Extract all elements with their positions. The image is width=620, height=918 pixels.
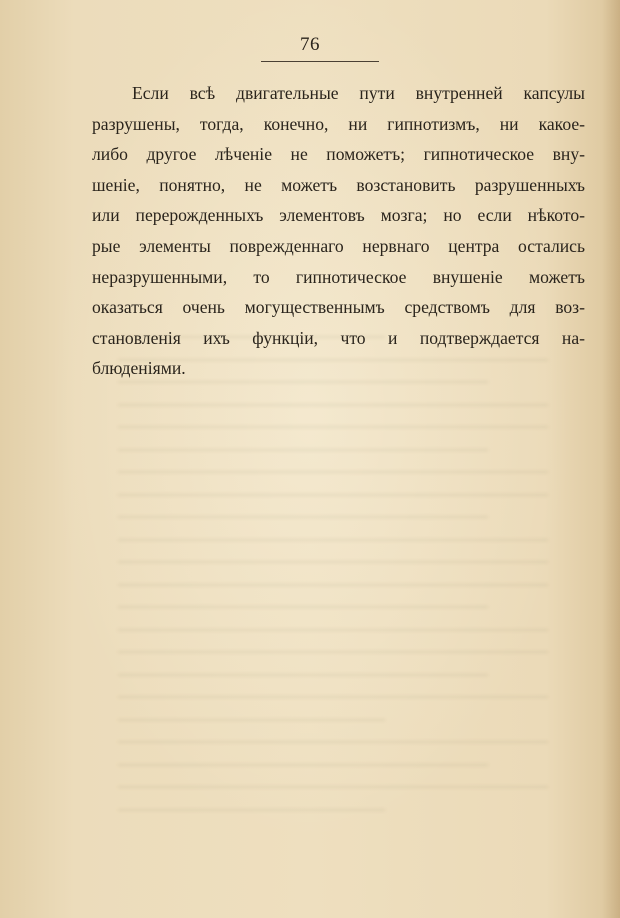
page-edge-shadow	[602, 0, 620, 918]
text-line: неразрушенными, то гипнотическое внушеніе можетъ	[92, 266, 585, 287]
text-line: Если всѣ двигательные пути внутренней капсулы	[132, 83, 585, 103]
text-line: либо другое лѣченіе не поможетъ; гипнотическое вну-	[92, 144, 585, 165]
text-line: оказаться очень могущественнымъ средствомъ для воз-	[92, 297, 585, 318]
text-line: становленія ихъ функціи, что и подтверждается на-	[92, 327, 585, 348]
page-number: 76	[300, 34, 320, 55]
body-paragraph	[92, 78, 585, 384]
header-rule	[261, 61, 379, 62]
bleed-through-text	[118, 336, 548, 856]
text-line: разрушены, тогда, конечно, ни гипнотизмъ, ни какое-	[92, 113, 585, 134]
text-line: шеніе, понятно, не можетъ возстановить разрушенныхъ	[92, 174, 585, 195]
text-line: рые элементы поврежденнаго нервнаго центра остались	[92, 235, 585, 256]
text-line: блюденіями.	[92, 358, 186, 379]
text-line: или перерожденныхъ элементовъ мозга; но если нѣкото-	[92, 205, 585, 226]
